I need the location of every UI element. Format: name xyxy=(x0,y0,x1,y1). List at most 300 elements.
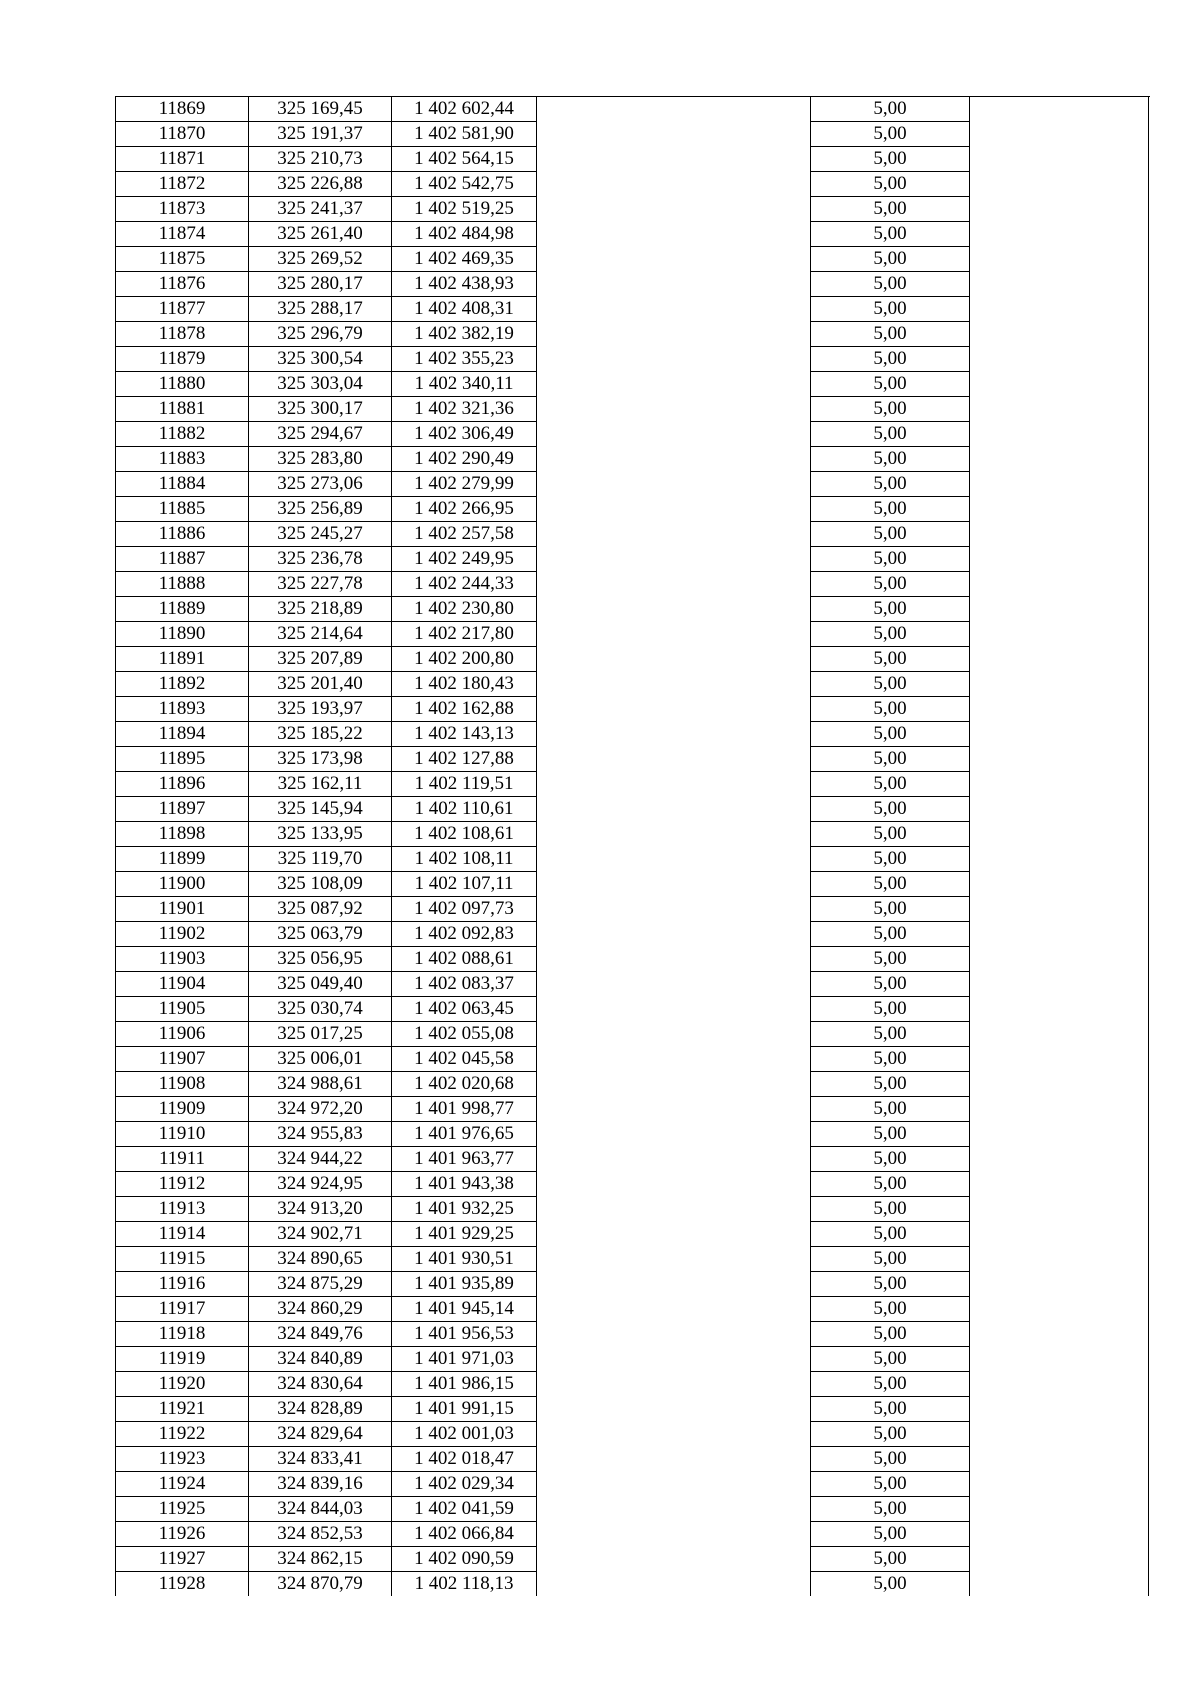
accuracy-cell: 5,00 xyxy=(810,621,970,646)
point-number-cell: 11890 xyxy=(116,621,248,646)
accuracy-cell: 5,00 xyxy=(810,196,970,221)
point-number-cell: 11923 xyxy=(116,1446,248,1471)
table-row xyxy=(116,1346,1150,1371)
x-coordinate-cell: 325 108,09 xyxy=(248,871,391,896)
x-coordinate-cell: 325 236,78 xyxy=(248,546,391,571)
y-coordinate-cell: 1 402 602,44 xyxy=(391,96,536,121)
y-coordinate-cell: 1 402 088,61 xyxy=(391,946,536,971)
y-coordinate-cell: 1 402 469,35 xyxy=(391,246,536,271)
empty-cell xyxy=(536,321,810,346)
accuracy-cell: 5,00 xyxy=(810,1296,970,1321)
empty-cell xyxy=(536,746,810,771)
accuracy-cell: 5,00 xyxy=(810,146,970,171)
table-row xyxy=(116,396,1150,421)
y-coordinate-cell: 1 402 018,47 xyxy=(391,1446,536,1471)
accuracy-cell: 5,00 xyxy=(810,1521,970,1546)
x-coordinate-cell: 325 169,45 xyxy=(248,96,391,121)
accuracy-cell: 5,00 xyxy=(810,1221,970,1246)
empty-cell xyxy=(536,1196,810,1221)
x-coordinate-cell: 325 210,73 xyxy=(248,146,391,171)
y-coordinate-cell: 1 402 020,68 xyxy=(391,1071,536,1096)
y-coordinate-cell: 1 402 118,13 xyxy=(391,1571,536,1596)
point-number-cell: 11883 xyxy=(116,446,248,471)
table-row xyxy=(116,146,1150,171)
empty-cell xyxy=(536,1421,810,1446)
table-row xyxy=(116,1146,1150,1171)
table-row xyxy=(116,896,1150,921)
table-row xyxy=(116,846,1150,871)
x-coordinate-cell: 324 890,65 xyxy=(248,1246,391,1271)
table-row xyxy=(116,1021,1150,1046)
note-cell xyxy=(970,821,1150,846)
point-number-cell: 11922 xyxy=(116,1421,248,1446)
table-row xyxy=(116,346,1150,371)
table-row xyxy=(116,1121,1150,1146)
accuracy-cell: 5,00 xyxy=(810,1271,970,1296)
table-row xyxy=(116,1321,1150,1346)
table-row xyxy=(116,1546,1150,1571)
empty-cell xyxy=(536,396,810,421)
point-number-cell: 11871 xyxy=(116,146,248,171)
table-row xyxy=(116,246,1150,271)
table-row xyxy=(116,121,1150,146)
y-coordinate-cell: 1 402 408,31 xyxy=(391,296,536,321)
y-coordinate-cell: 1 402 092,83 xyxy=(391,921,536,946)
empty-cell xyxy=(536,1021,810,1046)
y-coordinate-cell: 1 402 097,73 xyxy=(391,896,536,921)
empty-cell xyxy=(536,646,810,671)
note-cell xyxy=(970,521,1150,546)
x-coordinate-cell: 324 988,61 xyxy=(248,1071,391,1096)
table-row xyxy=(116,921,1150,946)
x-coordinate-cell: 325 296,79 xyxy=(248,321,391,346)
x-coordinate-cell: 325 191,37 xyxy=(248,121,391,146)
empty-cell xyxy=(536,146,810,171)
x-coordinate-cell: 325 261,40 xyxy=(248,221,391,246)
accuracy-cell: 5,00 xyxy=(810,1396,970,1421)
y-coordinate-cell: 1 402 063,45 xyxy=(391,996,536,1021)
x-coordinate-cell: 325 162,11 xyxy=(248,771,391,796)
table-row xyxy=(116,1521,1150,1546)
accuracy-cell: 5,00 xyxy=(810,546,970,571)
y-coordinate-cell: 1 402 119,51 xyxy=(391,771,536,796)
x-coordinate-cell: 324 844,03 xyxy=(248,1496,391,1521)
empty-cell xyxy=(536,671,810,696)
y-coordinate-cell: 1 402 290,49 xyxy=(391,446,536,471)
y-coordinate-cell: 1 401 930,51 xyxy=(391,1246,536,1271)
point-number-cell: 11884 xyxy=(116,471,248,496)
note-cell xyxy=(970,1246,1150,1271)
empty-cell xyxy=(536,446,810,471)
point-number-cell: 11879 xyxy=(116,346,248,371)
y-coordinate-cell: 1 402 200,80 xyxy=(391,646,536,671)
empty-cell xyxy=(536,796,810,821)
y-coordinate-cell: 1 401 932,25 xyxy=(391,1196,536,1221)
accuracy-cell: 5,00 xyxy=(810,721,970,746)
x-coordinate-cell: 324 902,71 xyxy=(248,1221,391,1246)
note-cell xyxy=(970,796,1150,821)
empty-cell xyxy=(536,1146,810,1171)
point-number-cell: 11908 xyxy=(116,1071,248,1096)
y-coordinate-cell: 1 402 108,61 xyxy=(391,821,536,846)
accuracy-cell: 5,00 xyxy=(810,471,970,496)
note-cell xyxy=(970,996,1150,1021)
accuracy-cell: 5,00 xyxy=(810,246,970,271)
point-number-cell: 11925 xyxy=(116,1496,248,1521)
y-coordinate-cell: 1 402 162,88 xyxy=(391,696,536,721)
x-coordinate-cell: 324 839,16 xyxy=(248,1471,391,1496)
point-number-cell: 11885 xyxy=(116,496,248,521)
y-coordinate-cell: 1 402 249,95 xyxy=(391,546,536,571)
y-coordinate-cell: 1 402 090,59 xyxy=(391,1546,536,1571)
x-coordinate-cell: 325 049,40 xyxy=(248,971,391,996)
x-coordinate-cell: 325 300,54 xyxy=(248,346,391,371)
accuracy-cell: 5,00 xyxy=(810,521,970,546)
point-number-cell: 11894 xyxy=(116,721,248,746)
x-coordinate-cell: 324 870,79 xyxy=(248,1571,391,1596)
note-cell xyxy=(970,396,1150,421)
table-row xyxy=(116,1421,1150,1446)
point-number-cell: 11870 xyxy=(116,121,248,146)
table-row xyxy=(116,421,1150,446)
point-number-cell: 11921 xyxy=(116,1396,248,1421)
accuracy-cell: 5,00 xyxy=(810,346,970,371)
note-cell xyxy=(970,196,1150,221)
x-coordinate-cell: 324 833,41 xyxy=(248,1446,391,1471)
empty-cell xyxy=(536,1346,810,1371)
point-number-cell: 11918 xyxy=(116,1321,248,1346)
x-coordinate-cell: 324 972,20 xyxy=(248,1096,391,1121)
note-cell xyxy=(970,371,1150,396)
table-row xyxy=(116,796,1150,821)
note-cell xyxy=(970,1171,1150,1196)
table-row xyxy=(116,471,1150,496)
x-coordinate-cell: 324 875,29 xyxy=(248,1271,391,1296)
x-coordinate-cell: 325 273,06 xyxy=(248,471,391,496)
point-number-cell: 11914 xyxy=(116,1221,248,1246)
table-row xyxy=(116,1046,1150,1071)
y-coordinate-cell: 1 401 935,89 xyxy=(391,1271,536,1296)
point-number-cell: 11926 xyxy=(116,1521,248,1546)
note-cell xyxy=(970,446,1150,471)
empty-cell xyxy=(536,171,810,196)
note-cell xyxy=(970,1346,1150,1371)
point-number-cell: 11873 xyxy=(116,196,248,221)
empty-cell xyxy=(536,971,810,996)
note-cell xyxy=(970,1396,1150,1421)
table-row xyxy=(116,96,1150,121)
y-coordinate-cell: 1 401 963,77 xyxy=(391,1146,536,1171)
table-row xyxy=(116,371,1150,396)
note-cell xyxy=(970,1471,1150,1496)
point-number-cell: 11887 xyxy=(116,546,248,571)
accuracy-cell: 5,00 xyxy=(810,121,970,146)
empty-cell xyxy=(536,1321,810,1346)
accuracy-cell: 5,00 xyxy=(810,871,970,896)
y-coordinate-cell: 1 401 943,38 xyxy=(391,1171,536,1196)
empty-cell xyxy=(536,1296,810,1321)
y-coordinate-cell: 1 402 581,90 xyxy=(391,121,536,146)
point-number-cell: 11902 xyxy=(116,921,248,946)
accuracy-cell: 5,00 xyxy=(810,1246,970,1271)
table-row xyxy=(116,546,1150,571)
x-coordinate-cell: 325 017,25 xyxy=(248,1021,391,1046)
accuracy-cell: 5,00 xyxy=(810,971,970,996)
y-coordinate-cell: 1 402 029,34 xyxy=(391,1471,536,1496)
table-row xyxy=(116,1371,1150,1396)
table-row xyxy=(116,996,1150,1021)
empty-cell xyxy=(536,121,810,146)
note-cell xyxy=(970,246,1150,271)
accuracy-cell: 5,00 xyxy=(810,171,970,196)
note-cell xyxy=(970,1296,1150,1321)
empty-cell xyxy=(536,1546,810,1571)
accuracy-cell: 5,00 xyxy=(810,1196,970,1221)
empty-cell xyxy=(536,1096,810,1121)
accuracy-cell: 5,00 xyxy=(810,96,970,121)
y-coordinate-cell: 1 402 001,03 xyxy=(391,1421,536,1446)
y-coordinate-cell: 1 402 230,80 xyxy=(391,596,536,621)
empty-cell xyxy=(536,346,810,371)
y-coordinate-cell: 1 402 438,93 xyxy=(391,271,536,296)
x-coordinate-cell: 325 269,52 xyxy=(248,246,391,271)
table-row xyxy=(116,946,1150,971)
note-cell xyxy=(970,1121,1150,1146)
point-number-cell: 11910 xyxy=(116,1121,248,1146)
y-coordinate-cell: 1 402 542,75 xyxy=(391,171,536,196)
note-cell xyxy=(970,946,1150,971)
y-coordinate-cell: 1 402 110,61 xyxy=(391,796,536,821)
point-number-cell: 11927 xyxy=(116,1546,248,1571)
accuracy-cell: 5,00 xyxy=(810,1046,970,1071)
y-coordinate-cell: 1 401 971,03 xyxy=(391,1346,536,1371)
empty-cell xyxy=(536,1471,810,1496)
x-coordinate-cell: 325 241,37 xyxy=(248,196,391,221)
note-cell xyxy=(970,1521,1150,1546)
table-row xyxy=(116,971,1150,996)
x-coordinate-cell: 325 288,17 xyxy=(248,296,391,321)
accuracy-cell: 5,00 xyxy=(810,571,970,596)
table-row xyxy=(116,1196,1150,1221)
empty-cell xyxy=(536,846,810,871)
empty-cell xyxy=(536,471,810,496)
note-cell xyxy=(970,1571,1150,1596)
x-coordinate-cell: 324 944,22 xyxy=(248,1146,391,1171)
accuracy-cell: 5,00 xyxy=(810,396,970,421)
point-number-cell: 11875 xyxy=(116,246,248,271)
accuracy-cell: 5,00 xyxy=(810,821,970,846)
accuracy-cell: 5,00 xyxy=(810,1071,970,1096)
point-number-cell: 11881 xyxy=(116,396,248,421)
y-coordinate-cell: 1 401 986,15 xyxy=(391,1371,536,1396)
note-cell xyxy=(970,421,1150,446)
table-row xyxy=(116,1071,1150,1096)
note-cell xyxy=(970,321,1150,346)
note-cell xyxy=(970,1496,1150,1521)
empty-cell xyxy=(536,596,810,621)
y-coordinate-cell: 1 402 279,99 xyxy=(391,471,536,496)
accuracy-cell: 5,00 xyxy=(810,1471,970,1496)
accuracy-cell: 5,00 xyxy=(810,846,970,871)
note-cell xyxy=(970,146,1150,171)
x-coordinate-cell: 324 830,64 xyxy=(248,1371,391,1396)
accuracy-cell: 5,00 xyxy=(810,996,970,1021)
y-coordinate-cell: 1 402 217,80 xyxy=(391,621,536,646)
x-coordinate-cell: 324 849,76 xyxy=(248,1321,391,1346)
table-row xyxy=(116,196,1150,221)
y-coordinate-cell: 1 402 382,19 xyxy=(391,321,536,346)
table-row xyxy=(116,521,1150,546)
empty-cell xyxy=(536,371,810,396)
y-coordinate-cell: 1 402 041,59 xyxy=(391,1496,536,1521)
accuracy-cell: 5,00 xyxy=(810,771,970,796)
x-coordinate-cell: 325 185,22 xyxy=(248,721,391,746)
table-row xyxy=(116,1171,1150,1196)
x-coordinate-cell: 325 030,74 xyxy=(248,996,391,1021)
note-cell xyxy=(970,1046,1150,1071)
point-number-cell: 11899 xyxy=(116,846,248,871)
note-cell xyxy=(970,671,1150,696)
point-number-cell: 11924 xyxy=(116,1471,248,1496)
table-row xyxy=(116,571,1150,596)
empty-cell xyxy=(536,571,810,596)
x-coordinate-cell: 324 924,95 xyxy=(248,1171,391,1196)
note-cell xyxy=(970,1421,1150,1446)
y-coordinate-cell: 1 402 055,08 xyxy=(391,1021,536,1046)
point-number-cell: 11900 xyxy=(116,871,248,896)
y-coordinate-cell: 1 402 355,23 xyxy=(391,346,536,371)
point-number-cell: 11893 xyxy=(116,696,248,721)
note-cell xyxy=(970,571,1150,596)
accuracy-cell: 5,00 xyxy=(810,1146,970,1171)
accuracy-cell: 5,00 xyxy=(810,646,970,671)
empty-cell xyxy=(536,871,810,896)
x-coordinate-cell: 324 829,64 xyxy=(248,1421,391,1446)
x-coordinate-cell: 325 303,04 xyxy=(248,371,391,396)
y-coordinate-cell: 1 402 180,43 xyxy=(391,671,536,696)
note-cell xyxy=(970,1371,1150,1396)
note-cell xyxy=(970,171,1150,196)
y-coordinate-cell: 1 402 257,58 xyxy=(391,521,536,546)
point-number-cell: 11907 xyxy=(116,1046,248,1071)
note-cell xyxy=(970,471,1150,496)
x-coordinate-cell: 324 860,29 xyxy=(248,1296,391,1321)
accuracy-cell: 5,00 xyxy=(810,746,970,771)
note-cell xyxy=(970,1196,1150,1221)
note-cell xyxy=(970,1021,1150,1046)
table-row xyxy=(116,771,1150,796)
table-row xyxy=(116,496,1150,521)
empty-cell xyxy=(536,1271,810,1296)
table-row xyxy=(116,671,1150,696)
table-row xyxy=(116,171,1150,196)
y-coordinate-cell: 1 402 306,49 xyxy=(391,421,536,446)
note-cell xyxy=(970,621,1150,646)
x-coordinate-cell: 325 227,78 xyxy=(248,571,391,596)
note-cell xyxy=(970,1146,1150,1171)
note-cell xyxy=(970,721,1150,746)
point-number-cell: 11895 xyxy=(116,746,248,771)
empty-cell xyxy=(536,921,810,946)
accuracy-cell: 5,00 xyxy=(810,596,970,621)
x-coordinate-cell: 325 300,17 xyxy=(248,396,391,421)
note-cell xyxy=(970,596,1150,621)
x-coordinate-cell: 325 218,89 xyxy=(248,596,391,621)
x-coordinate-cell: 325 283,80 xyxy=(248,446,391,471)
accuracy-cell: 5,00 xyxy=(810,946,970,971)
point-number-cell: 11901 xyxy=(116,896,248,921)
empty-cell xyxy=(536,221,810,246)
note-cell xyxy=(970,271,1150,296)
empty-cell xyxy=(536,996,810,1021)
note-cell xyxy=(970,1071,1150,1096)
table-row xyxy=(116,1096,1150,1121)
x-coordinate-cell: 325 207,89 xyxy=(248,646,391,671)
accuracy-cell: 5,00 xyxy=(810,271,970,296)
point-number-cell: 11898 xyxy=(116,821,248,846)
point-number-cell: 11906 xyxy=(116,1021,248,1046)
accuracy-cell: 5,00 xyxy=(810,921,970,946)
x-coordinate-cell: 325 294,67 xyxy=(248,421,391,446)
empty-cell xyxy=(536,1121,810,1146)
y-coordinate-cell: 1 401 998,77 xyxy=(391,1096,536,1121)
accuracy-cell: 5,00 xyxy=(810,1546,970,1571)
point-number-cell: 11905 xyxy=(116,996,248,1021)
empty-cell xyxy=(536,1246,810,1271)
empty-cell xyxy=(536,1221,810,1246)
empty-cell xyxy=(536,196,810,221)
point-number-cell: 11903 xyxy=(116,946,248,971)
empty-cell xyxy=(536,771,810,796)
table-row xyxy=(116,1496,1150,1521)
x-coordinate-cell: 325 201,40 xyxy=(248,671,391,696)
table-row xyxy=(116,646,1150,671)
coordinates-table xyxy=(115,96,1149,1596)
y-coordinate-cell: 1 402 066,84 xyxy=(391,1521,536,1546)
y-coordinate-cell: 1 402 045,58 xyxy=(391,1046,536,1071)
table-row xyxy=(116,271,1150,296)
point-number-cell: 11891 xyxy=(116,646,248,671)
accuracy-cell: 5,00 xyxy=(810,1496,970,1521)
empty-cell xyxy=(536,1371,810,1396)
note-cell xyxy=(970,846,1150,871)
point-number-cell: 11892 xyxy=(116,671,248,696)
accuracy-cell: 5,00 xyxy=(810,446,970,471)
point-number-cell: 11919 xyxy=(116,1346,248,1371)
x-coordinate-cell: 325 145,94 xyxy=(248,796,391,821)
accuracy-cell: 5,00 xyxy=(810,1571,970,1596)
note-cell xyxy=(970,971,1150,996)
accuracy-cell: 5,00 xyxy=(810,1321,970,1346)
point-number-cell: 11872 xyxy=(116,171,248,196)
note-cell xyxy=(970,121,1150,146)
x-coordinate-cell: 324 828,89 xyxy=(248,1396,391,1421)
x-coordinate-cell: 325 087,92 xyxy=(248,896,391,921)
note-cell xyxy=(970,1321,1150,1346)
note-cell xyxy=(970,771,1150,796)
x-coordinate-cell: 325 056,95 xyxy=(248,946,391,971)
table-row xyxy=(116,1246,1150,1271)
note-cell xyxy=(970,296,1150,321)
x-coordinate-cell: 325 133,95 xyxy=(248,821,391,846)
table-row xyxy=(116,1396,1150,1421)
accuracy-cell: 5,00 xyxy=(810,221,970,246)
y-coordinate-cell: 1 402 127,88 xyxy=(391,746,536,771)
empty-cell xyxy=(536,521,810,546)
point-number-cell: 11869 xyxy=(116,96,248,121)
empty-cell xyxy=(536,696,810,721)
x-coordinate-cell: 324 862,15 xyxy=(248,1546,391,1571)
